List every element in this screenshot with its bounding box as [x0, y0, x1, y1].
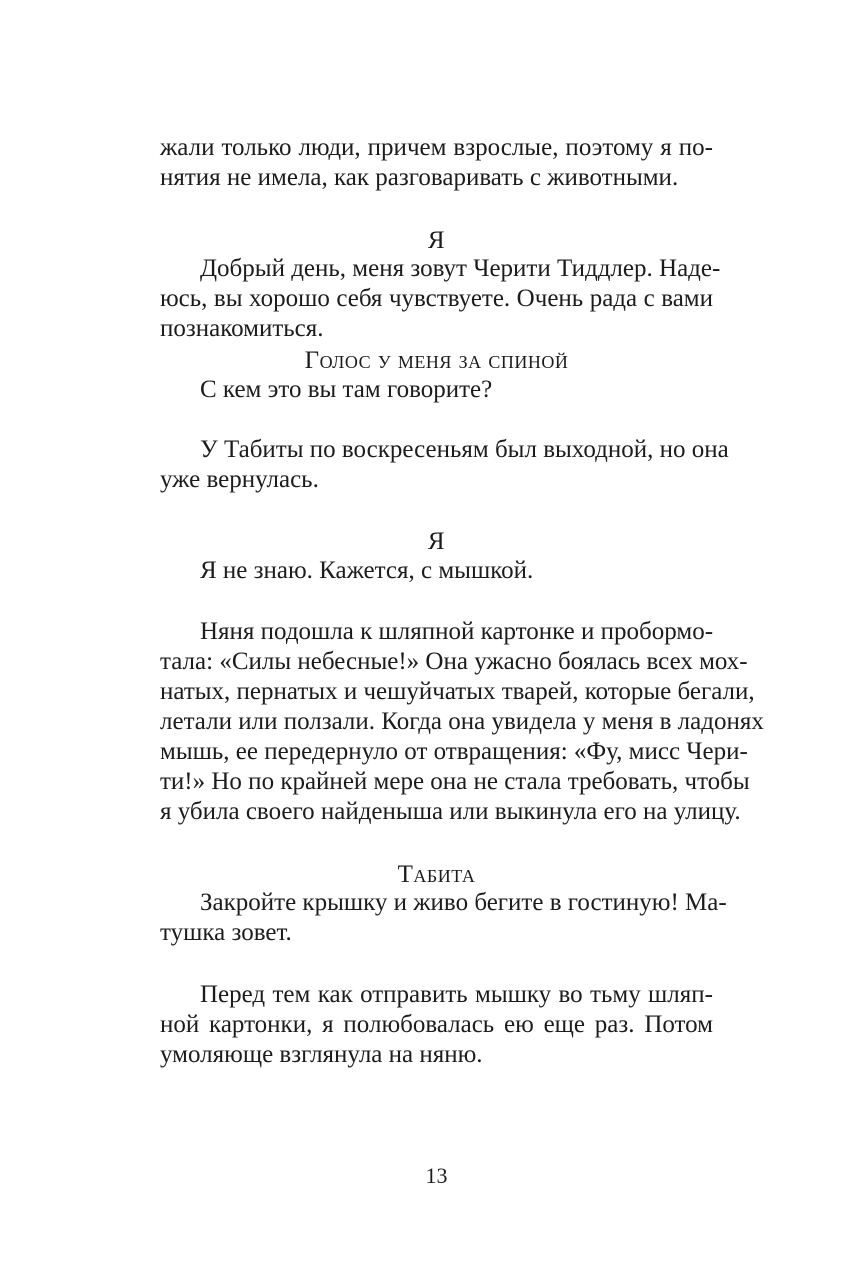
speaker-label: Я — [427, 227, 446, 254]
speaker-label: Я — [427, 528, 446, 555]
text-line: натых, пернатых и чешуйчатых тварей, которые бегали, — [160, 678, 755, 705]
text-line: нятия не имела, как разговаривать с животными. — [160, 164, 679, 191]
text-line: Няня подошла к шляпной картонке и пробормо- — [200, 618, 714, 645]
text-line: мышь, ее передернуло от отвращения: «Фу, мисс Чери- — [160, 738, 748, 765]
speaker-label: Голос у меня за спиной — [304, 347, 569, 374]
text-line: познакомиться. — [160, 315, 324, 342]
text-line: ти!» Но по крайней мере она не стала требовать, чтобы — [160, 768, 750, 795]
page-number: 13 — [425, 1163, 448, 1188]
text-line: тушка зовет. — [160, 919, 292, 946]
text-line: Перед тем как отправить мышку во тьму шляп- — [200, 981, 713, 1008]
text-line: Я не знаю. Кажется, с мышкой. — [200, 557, 534, 584]
text-line: юсь, вы хорошо себя чувствуете. Очень рада с вами — [160, 285, 713, 312]
text-line: ной картонки, я полюбовалась ею еще раз. Потом — [160, 1011, 713, 1038]
text-line: У Табиты по воскресеньям был выходной, но она — [200, 436, 729, 463]
speaker-label: Табита — [397, 861, 476, 888]
text-line: тала: «Силы небесные!» Она ужасно боялась всех мох- — [160, 648, 748, 675]
text-line: умоляюще взглянула на няню. — [160, 1041, 483, 1068]
text-line: я убила своего найденыша или выкинула его на улицу. — [160, 798, 741, 825]
text-line: Закройте крышку и живо бегите в гостиную! Ма- — [200, 889, 727, 916]
text-line: жали только люди, причем взрослые, поэтому я по- — [160, 134, 713, 161]
text-line: летали или ползали. Когда она увидела у меня в ладонях — [160, 708, 764, 735]
text-line: Добрый день, меня зовут Черити Тиддлер. Наде- — [200, 255, 721, 282]
text-line: уже вернулась. — [160, 466, 319, 493]
text-line: С кем это вы там говорите? — [200, 376, 493, 403]
